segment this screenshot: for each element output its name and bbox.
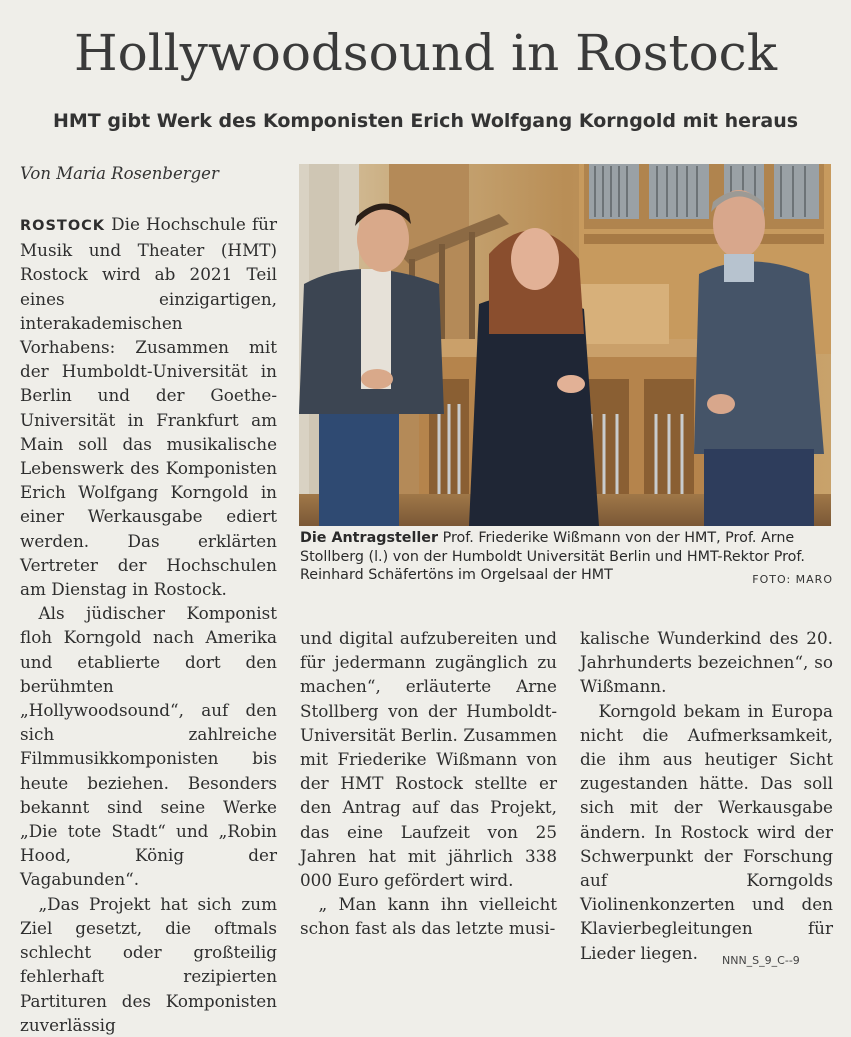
dateline: ROSTOCK [20,218,106,234]
paragraph: kalische Wunderkind des 20. Jahrhunderts bezeichnen“, so Wißmann. [580,628,833,697]
paragraph: und digital aufzubereiten und für jedermann zugänglich zu machen“, erläuterte Arne Stollberg von der Humboldt-Universität Berlin. Zusammen mit Friederike Wißmann von der HMT Rostock stellte er den Antrag auf das Projekt, das eine Laufzeit von 25 Jahren hat mit jährlich 338 000 Euro gefördert wird. [300,628,557,891]
paragraph: „ Man kann ihn vielleicht schon fast als das letzte musi- [300,894,557,939]
article-photo [299,164,831,526]
lead-text: Die Hochschule für Musik und Theater (HMT) Rostock wird ab 2021 Teil eines einzigartigen, interakademischen Vorhabens: Zusammen mit der Humboldt-Universität in Berlin und der Goethe-Universität in Frankfurt am Main soll das musikalische Lebenswerk des Komponisten Erich Wolfgang Korngold in einer Werkausgabe ediert werden. Das erklärten Vertreter der Hochschulen am Dienstag in Rostock. [20,214,277,600]
caption-text: Prof. Friederike Wißmann von der HMT, Prof. Arne Stollberg (l.) von der Humboldt Universität Berlin und HMT-Rektor Prof. Reinhard Schäfertöns im Orgelsaal der HMT [300,530,805,583]
page-identifier: NNN_S_9_C--9 [722,954,800,967]
article-column-3 [580,626,833,965]
paragraph: Als jüdischer Komponist floh Korngold nach Amerika und etablierte dort den berühmten „Hollywoodsound“, auf den sich zahlreiche Filmmusikkomponisten bis heute beziehen. Besonders bekannt sind seine Werke „Die tote Stadt“ und „Robin Hood, König der Vagabunden“. [20,603,277,890]
paragraph: „Das Projekt hat sich zum Ziel gesetzt, die oftmals schlecht oder großteilig fehlerhaft rezipierten Partituren des Komponisten zuverlässig [20,893,277,1035]
article-column-1 [20,212,277,1037]
byline: Von Maria Rosenberger [20,164,219,183]
photo-organ-hall-three-people [299,164,831,526]
photo-credit: FOTO: MARO [752,573,833,586]
subheadline: HMT gibt Werk des Komponisten Erich Wolfgang Korngold mit heraus [52,110,799,132]
bleed-through-text [190,0,194,16]
lead-paragraph [20,212,277,601]
caption-lead: Die Antragsteller [300,530,439,546]
headline: Hollywoodsound in Rostock [73,24,777,82]
article-column-2 [300,626,557,941]
paragraph: Korngold bekam in Europa nicht die Aufmerksamkeit, die ihm aus heutiger Sicht zugestanden hätte. Das soll sich mit der Werkausgabe ändern. In Rostock wird der Schwerpunkt der Forschung auf Korngolds Violinenkonzerten und den Klavierbegleitungen für Lieder liegen. [580,700,833,963]
